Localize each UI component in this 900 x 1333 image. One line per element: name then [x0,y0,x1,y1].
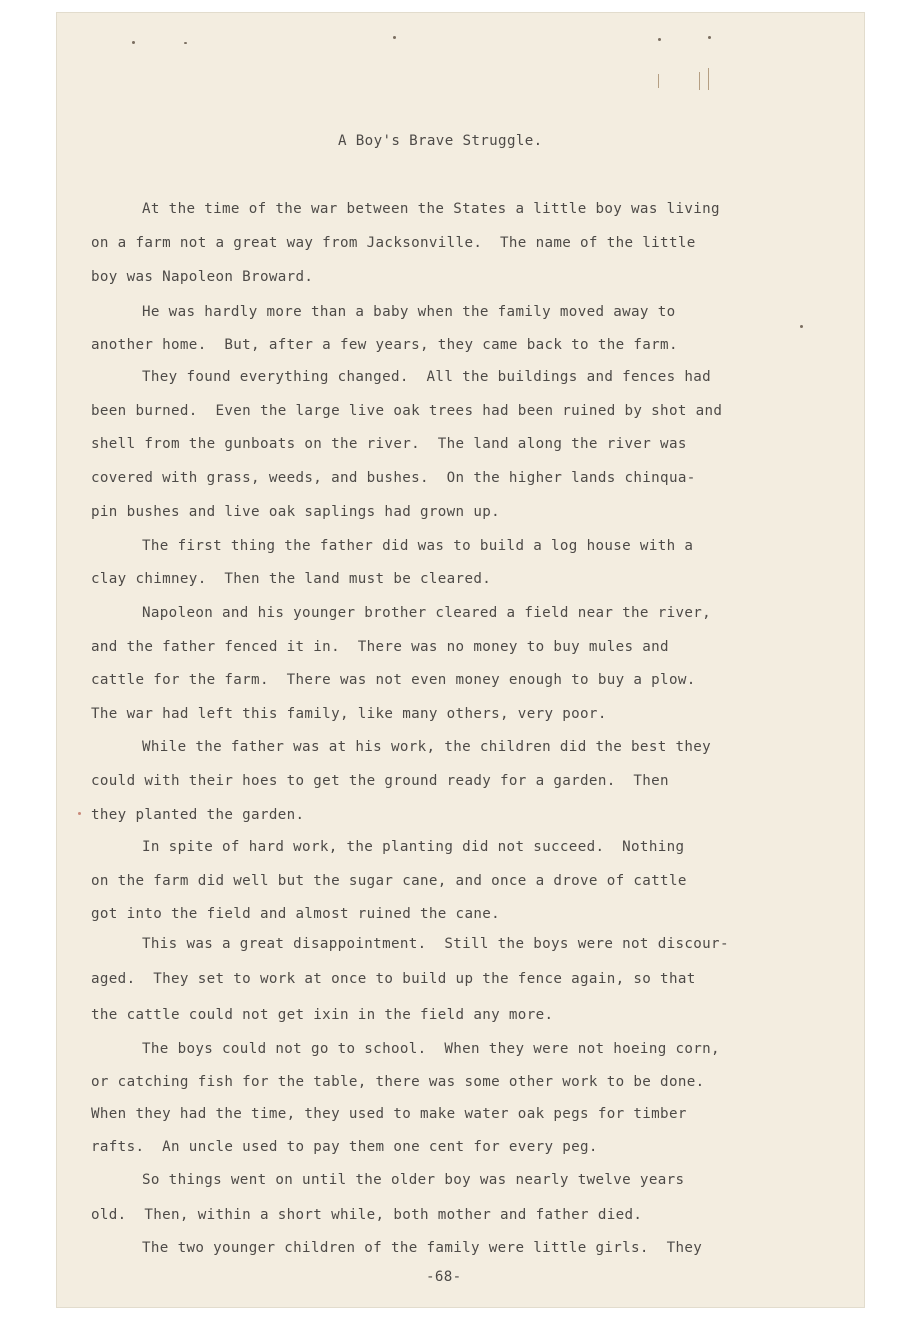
text-line: on the farm did well but the sugar cane, and once a drove of cattle [91,873,687,889]
text-line: another home. But, after a few years, they came back to the farm. [91,337,678,353]
text-line: The two younger children of the family were little girls. They [142,1240,703,1256]
paper-speck [132,41,135,44]
text-line: The first thing the father did was to build a log house with a [142,538,694,554]
text-line: Napoleon and his younger brother cleared a field near the river, [142,605,712,621]
pencil-mark [699,72,700,90]
text-line: on a farm not a great way from Jacksonville. The name of the little [91,235,696,251]
document-title: A Boy's Brave Struggle. [338,133,543,149]
text-line: pin bushes and live oak saplings had grown up. [91,504,501,520]
text-line: and the father fenced it in. There was no money to buy mules and [91,639,669,655]
text-line: They found everything changed. All the buildings and fences had [142,369,712,385]
paper-speck [184,42,187,44]
text-line: cattle for the farm. There was not even money enough to buy a plow. [91,672,696,688]
paper-speck [800,325,803,328]
text-line: clay chimney. Then the land must be cleared. [91,571,492,587]
text-line: aged. They set to work at once to build up the fence again, so that [91,971,696,987]
text-line: boy was Napoleon Broward. [91,269,314,285]
text-line: rafts. An uncle used to pay them one cent for every peg. [91,1139,598,1155]
text-line: When they had the time, they used to make water oak pegs for timber [91,1106,687,1122]
text-line: In spite of hard work, the planting did not succeed. Nothing [142,839,685,855]
paper-speck [78,812,81,815]
text-line: The boys could not go to school. When they were not hoeing corn, [142,1041,720,1057]
text-line: or catching fish for the table, there was some other work to be done. [91,1074,705,1090]
pencil-mark [708,68,709,90]
text-line: got into the field and almost ruined the cane. [91,906,501,922]
text-line: He was hardly more than a baby when the family moved away to [142,304,676,320]
text-line: While the father was at his work, the children did the best they [142,739,712,755]
text-line: the cattle could not get ixin in the field any more. [91,1007,554,1023]
text-line: shell from the gunboats on the river. The land along the river was [91,436,687,452]
paper-speck [658,38,661,41]
text-line: they planted the garden. [91,807,305,823]
pencil-mark [658,74,659,88]
text-line: covered with grass, weeds, and bushes. On the higher lands chinqua- [91,470,696,486]
paper-speck [708,36,711,39]
text-line: The war had left this family, like many others, very poor. [91,706,607,722]
text-line: old. Then, within a short while, both mother and father died. [91,1207,643,1223]
text-line: This was a great disappointment. Still the boys were not discour- [142,936,729,952]
page-number: -68- [426,1269,462,1285]
text-line: So things went on until the older boy was nearly twelve years [142,1172,685,1188]
text-line: could with their hoes to get the ground ready for a garden. Then [91,773,669,789]
paper-speck [393,36,396,39]
text-line: been burned. Even the large live oak trees had been ruined by shot and [91,403,723,419]
text-line: At the time of the war between the States a little boy was living [142,201,720,217]
